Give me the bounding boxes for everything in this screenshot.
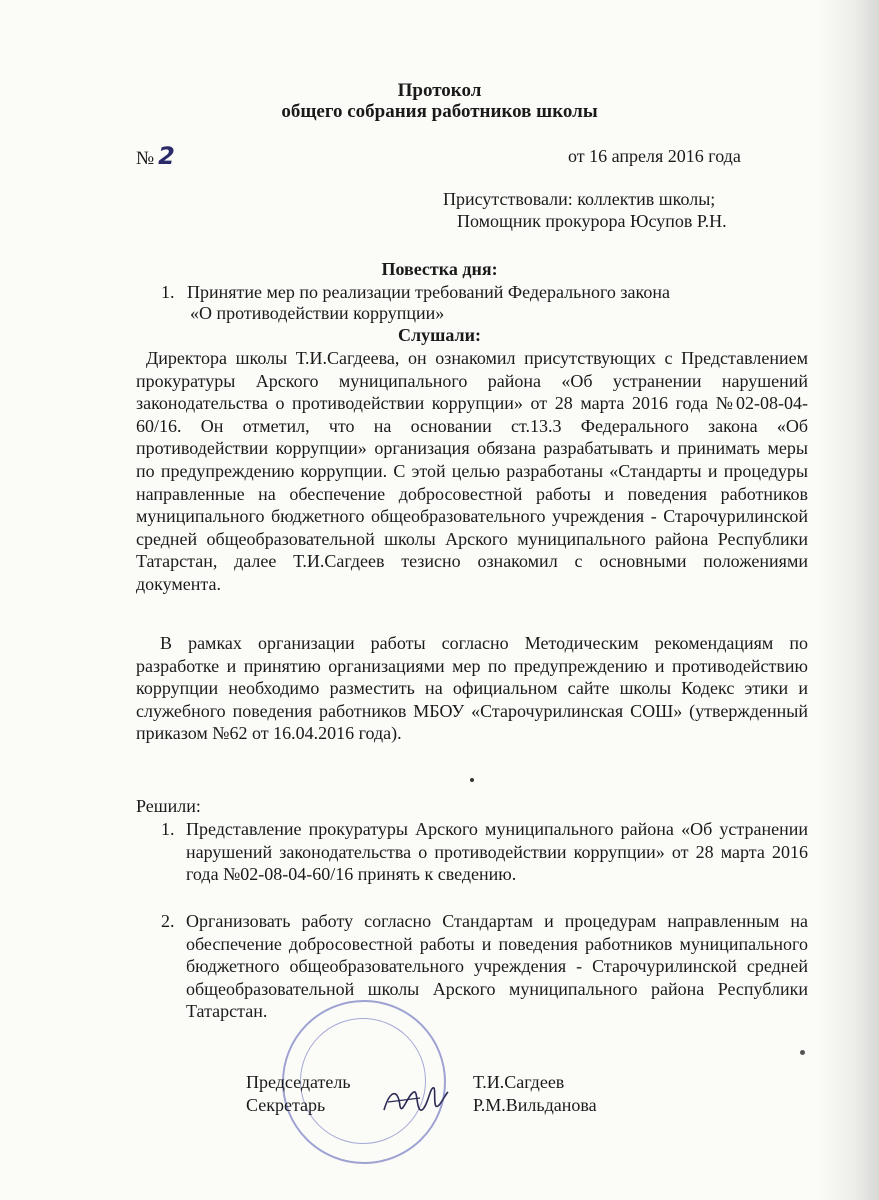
protocol-number [136,142,175,170]
decision-list-continued [136,910,808,1023]
secretary-role: Секретарь [246,1095,326,1115]
agenda-item-number: 1. [161,282,175,302]
chair-role: Председатель [246,1072,351,1092]
agenda-heading: Повестка дня: [381,259,498,279]
heard-heading: Слушали: [398,325,481,345]
decision-text: Представление прокуратуры Арского муниципального района «Об устранении нарушений законодательства о противодействии коррупции» от 28 марта 2016 года №02-08-04-60/16 принять к сведению. [186,819,808,885]
scan-speck [470,778,474,782]
agenda-item [161,282,670,303]
heard-paragraph-1: Директора школы Т.И.Сагдеева, он ознакомил присутствующих с Представлением прокуратуры Арского муниципального района «Об устранении нарушений законодательства о противодействии коррупции» от 28 марта 2016 года №02-08-04-60/16. Он отметил, что на основании ст.13.3 Федерального закона «Об противодействии коррупции» организация обязана разрабатывать и принимать меры по предупреждению коррупции. С этой целью разработаны «Стандарты и процедуры направленные на обеспечение добросовестной работы и поведения работников муниципального бюджетного общеобразовательного учреждения - Старочурилинской средней общеобразовательной школы Арского муниципального района Республики Татарстан, далее Т.И.Сагдеев тезисно ознакомил с основными положениями документа. [136,348,808,594]
decided-heading: Решили: [136,796,201,816]
decision-item [136,818,808,886]
agenda-item-line-1: Принятие мер по реализации требований Федерального закона [187,282,670,302]
protocol-date: от 16 апреля 2016 года [568,146,741,166]
scan-speck [800,1050,805,1055]
secretary-name: Р.М.Вильданова [473,1095,597,1115]
decision-list [136,818,808,886]
number-label: № [136,148,155,169]
document-subtitle: общего собрания работников школы [281,101,598,122]
decision-number: 2. [161,911,175,931]
attendees-line-2: Помощник прокурора Юсупов Р.Н. [457,211,727,231]
document-title: Протокол [397,80,482,101]
decision-item [136,910,808,1023]
chair-name: Т.И.Сагдеев [473,1072,565,1092]
decision-text: Организовать работу согласно Стандартам и процедурам направленным на обеспечение добросовестной работы и поведения работников муниципального бюджетного общеобразовательного учреждения - Старочурилинской средней общеобразовательной школы Арского муниципального района Республики Татарстан. [186,911,808,1022]
number-value: 2 [158,142,175,170]
heard-paragraph-2: В рамках организации работы согласно Методическим рекомендациям по разработке и принятию организациями мер по предупреждению и противодействию коррупции необходимо разместить на официальном сайте школы Кодекс этики и служебного поведения работников МБОУ «Старочурилинская СОШ» (утвержденный приказом №62 от 16.04.2016 года). [136,633,808,744]
agenda-item-line-2: «О противодействии коррупции» [190,303,445,323]
attendees-line-1: Присутствовали: коллектив школы; [443,189,716,209]
scan-edge-shadow [819,0,879,1200]
handwritten-signature [380,1080,450,1120]
decision-number: 1. [161,819,175,839]
